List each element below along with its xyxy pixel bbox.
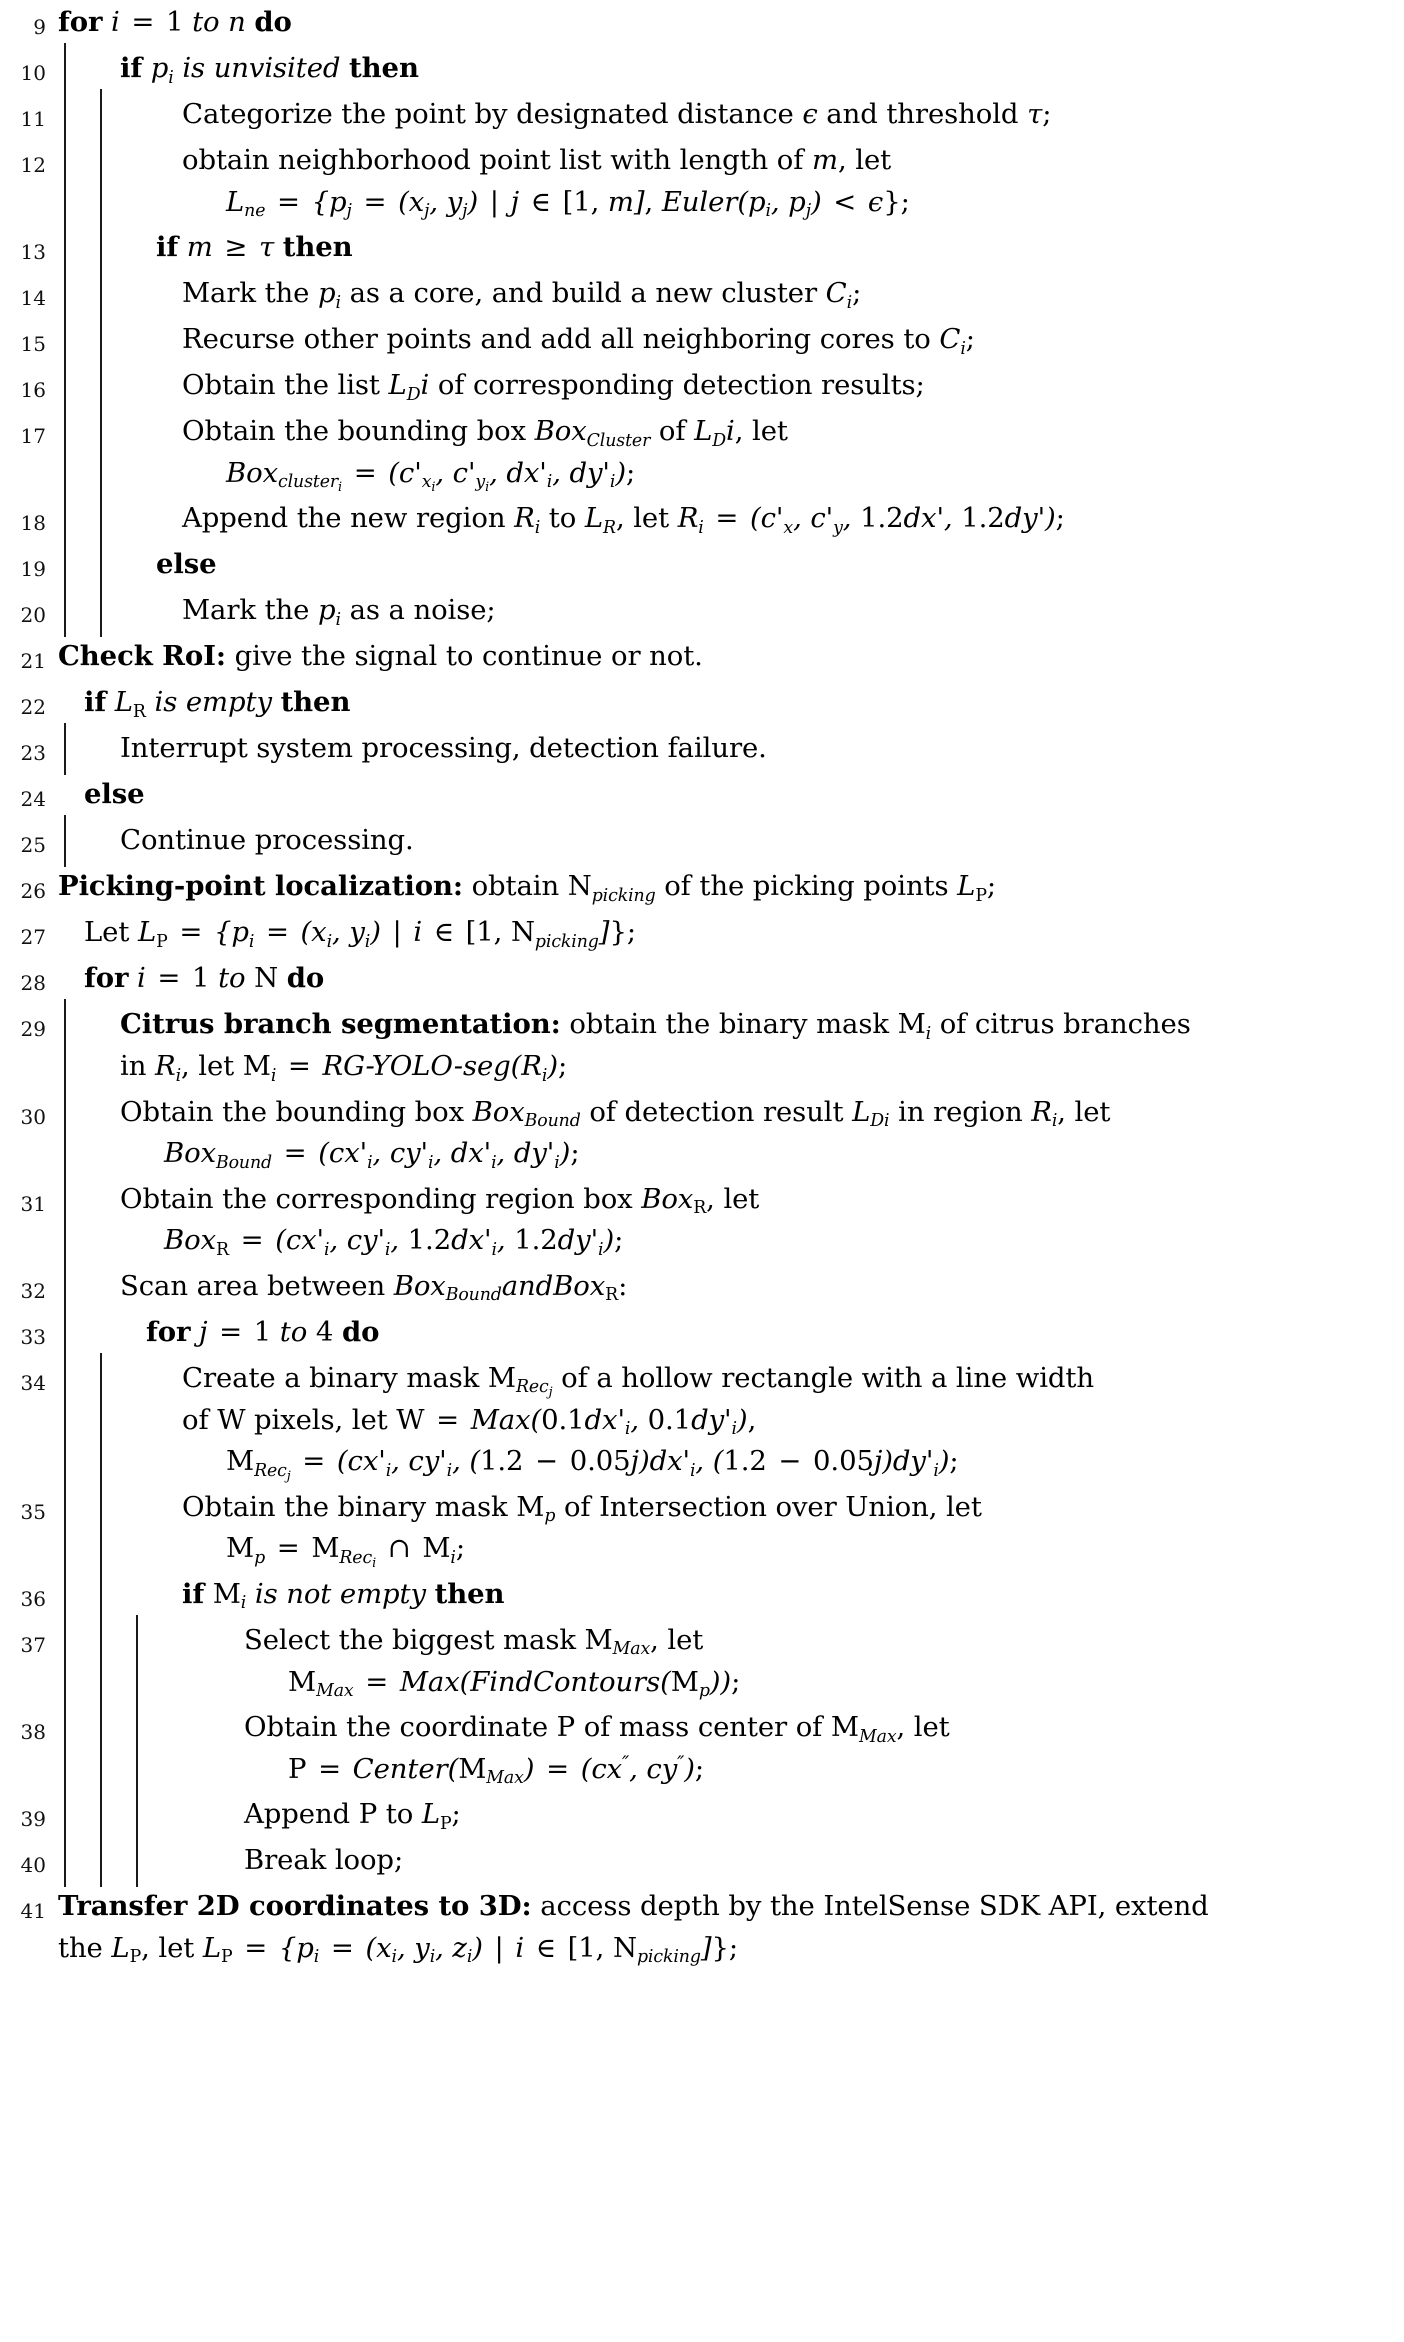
algorithm-line: [0, 363, 1404, 409]
statement-text: Categorize the point by designated distance ϵ and threshold τ;: [182, 98, 1052, 130]
algorithm-line: [0, 0, 1404, 46]
indent-rule: [94, 95, 130, 135]
indent-rails: [58, 821, 94, 861]
line-number: 36: [20, 1586, 46, 1611]
statement-text: Recurse other points and add all neighboring cores to $C_i$;: [182, 323, 975, 359]
statement-text: for j = 1 to 4 do: [146, 1315, 380, 1348]
indent-rule: [58, 320, 94, 360]
algorithm-line: [0, 588, 1404, 634]
indent-rails: [58, 141, 130, 222]
statement-text: obtain neighborhood point list with length of m, let $L_{ne} = \{p_j = (x_j$, $y_j$) | j ∈ [1, m], $Euler(p_i$, $p_j) < \epsilon$};: [182, 144, 910, 222]
algorithm-line: [0, 1177, 1404, 1264]
statement-text: Scan area between Box$_{Bound}$andBox$_R$:: [120, 1269, 628, 1306]
indent-rails: [58, 591, 130, 631]
indent-rule: [94, 366, 130, 406]
algorithm-line: [0, 1618, 1404, 1705]
indent-rule: [58, 545, 94, 585]
algorithm-line: [0, 1838, 1404, 1884]
line-number: 34: [20, 1370, 46, 1395]
indent-rails: [58, 1005, 94, 1086]
line-number: 10: [20, 61, 46, 85]
line-number: 33: [20, 1324, 46, 1349]
line-number: 35: [20, 1499, 46, 1524]
line-number: 12: [20, 153, 46, 177]
line-number: 38: [20, 1720, 46, 1745]
indent-rails: [58, 1841, 166, 1881]
indent-rule: [94, 320, 130, 360]
statement-text: Append the new region $R_i$ to $L_R$, let $R_i = (c'_x$, $c'_y$, 1.2dx', 1.2dy');: [182, 502, 1065, 538]
indent-rule: [58, 1621, 94, 1702]
line-number: 28: [20, 971, 46, 996]
line-number: 20: [20, 603, 46, 628]
statement-text: for i = 1 to n do: [58, 6, 292, 38]
line-number: 41: [20, 1899, 46, 1924]
statement-text: if $L_R$ is empty then: [84, 686, 351, 722]
algorithm-line: [0, 46, 1404, 92]
algorithm-line: [0, 138, 1404, 225]
algorithm-line: [0, 1884, 1404, 1971]
line-number: 22: [20, 695, 46, 720]
indent-rails: [58, 1621, 166, 1702]
statement-text: Obtain the list $L_Di$ of corresponding detection results;: [182, 369, 925, 405]
indent-rails: [58, 1575, 130, 1615]
line-number: 32: [20, 1278, 46, 1303]
algorithm-line: [0, 92, 1404, 138]
statement-text: Create a binary mask $M_{Rec_j}$ of a hollow rectangle with a line width of W pixels, let $W = Max(0.1dx'_i$, $0.1dy'_i$), $M_{Rec_j} = (cx'_i$, $cy'_i$, $(1.2 - 0.05j)dx'_i$, $(1.2 - 0.05j)dy'_i$);: [182, 1361, 1094, 1484]
statement-text: Let $L_P = \{p_i = (x_i$, $y_i$) | i ∈ [1, $N_{picking}$]};: [84, 916, 636, 952]
indent-rails: [58, 545, 130, 585]
indent-rule: [58, 1313, 94, 1353]
statement-text: Mark the $p_i$ as a core, and build a new cluster $C_i$;: [182, 277, 862, 313]
indent-rails: [58, 49, 94, 89]
algorithm-line: [0, 818, 1404, 864]
statement-text: Obtain the coordinate P of mass center of $M_{Max}$, let $P = Center(M_{Max}) = (cx''$, cy″);: [244, 1711, 950, 1789]
algorithm-line: [0, 772, 1404, 818]
algorithm-line: [0, 1264, 1404, 1310]
indent-rule: [94, 591, 130, 631]
statement-text: Picking-point localization: obtain $N_{picking}$ of the picking points $L_P$;: [58, 870, 997, 906]
indent-rails: [58, 1267, 94, 1307]
algorithm-line: [0, 1705, 1404, 1792]
line-number: 9: [33, 15, 46, 39]
line-number: 23: [20, 741, 46, 766]
statement-text: else: [156, 548, 217, 581]
line-number: 19: [20, 557, 46, 582]
indent-rule: [130, 1795, 166, 1835]
statement-text: Continue processing.: [120, 824, 414, 857]
line-number: 24: [20, 787, 46, 812]
indent-rule: [94, 1795, 130, 1835]
indent-rule: [58, 228, 94, 268]
indent-rails: [58, 366, 130, 406]
indent-rule: [130, 1621, 166, 1702]
indent-rule: [58, 591, 94, 631]
indent-rule: [94, 228, 130, 268]
line-number: 37: [20, 1632, 46, 1657]
indent-rails: [58, 1180, 94, 1261]
indent-rule: [58, 1488, 94, 1569]
indent-rails: [58, 228, 130, 268]
indent-rule: [94, 545, 130, 585]
line-number: 29: [20, 1017, 46, 1042]
indent-rule: [58, 95, 94, 135]
indent-rule: [58, 1267, 94, 1307]
indent-rule: [58, 1841, 94, 1881]
algorithm-line: [0, 496, 1404, 542]
line-number: 27: [20, 925, 46, 950]
indent-rails: [58, 95, 130, 135]
algorithm-line: [0, 910, 1404, 956]
line-number: 21: [20, 649, 46, 674]
line-number: 14: [20, 286, 46, 311]
statement-text: Obtain the corresponding region box Box$_R$, let $Box_R = (cx'_i$, $cy'_i$, $1.2dx'_i$, $1.2dy'_i$);: [120, 1182, 760, 1260]
indent-rule: [58, 1093, 94, 1174]
indent-rule: [130, 1708, 166, 1789]
indent-rule: [94, 1841, 130, 1881]
statement-text: Transfer 2D coordinates to 3D: access depth by the IntelSense SDK API, extend the $L_P$, let $L_P = \{p_i = (x_i$, $y_i$, $z_i$) | i ∈ [1, $N_{picking}$]};: [58, 1890, 1209, 1968]
algorithm-line: [0, 1572, 1404, 1618]
line-number: 30: [20, 1104, 46, 1129]
line-number: 13: [20, 240, 46, 265]
statement-text: Append P to $L_P$;: [244, 1798, 461, 1834]
statement-text: if $p_i$ is unvisited then: [120, 52, 419, 88]
indent-rule: [58, 821, 94, 861]
algorithm-line: [0, 1310, 1404, 1356]
statement-text: Break loop;: [244, 1844, 404, 1877]
indent-rails: [58, 729, 94, 769]
indent-rule: [58, 49, 94, 89]
statement-text: if m ≥ τ then: [156, 231, 353, 264]
indent-rails: [58, 499, 130, 539]
line-number: 18: [20, 511, 46, 536]
indent-rule: [130, 1841, 166, 1881]
indent-rails: [58, 274, 130, 314]
indent-rails: [58, 1359, 130, 1482]
indent-rails: [58, 1313, 94, 1353]
algorithm-line: [0, 225, 1404, 271]
line-number: 11: [20, 107, 46, 131]
algorithm-line: [0, 317, 1404, 363]
indent-rule: [58, 499, 94, 539]
algorithm-line: [0, 1090, 1404, 1177]
line-number: 17: [20, 424, 46, 449]
indent-rule: [58, 366, 94, 406]
indent-rule: [58, 412, 94, 493]
algorithm-line: [0, 542, 1404, 588]
indent-rails: [58, 1488, 130, 1569]
line-number: 31: [20, 1191, 46, 1216]
indent-rule: [94, 274, 130, 314]
statement-text: Select the biggest mask $M_{Max}$, let $M_{Max}$ = $Max(FindContours(M_p))$;: [244, 1623, 741, 1702]
indent-rule: [94, 141, 130, 222]
statement-text: Obtain the binary mask $M_p$ of Intersection over Union, let $M_p = M_{Rec_i}$ ∩ $M_i$;: [182, 1490, 982, 1571]
indent-rule: [94, 1575, 130, 1615]
indent-rule: [94, 412, 130, 493]
indent-rails: [58, 1708, 166, 1789]
algorithm-line: [0, 680, 1404, 726]
indent-rule: [58, 1005, 94, 1086]
algorithm-line: [0, 1792, 1404, 1838]
indent-rails: [58, 1795, 166, 1835]
algorithm-line: [0, 271, 1404, 317]
indent-rule: [58, 141, 94, 222]
statement-text: Mark the $p_i$ as a noise;: [182, 594, 496, 630]
indent-rule: [94, 1488, 130, 1569]
indent-rails: [58, 320, 130, 360]
algorithm-line: [0, 1002, 1404, 1089]
line-number: 39: [20, 1807, 46, 1832]
indent-rails: [58, 1093, 94, 1174]
algorithm-line: [0, 956, 1404, 1002]
line-number: 15: [20, 332, 46, 357]
indent-rule: [58, 274, 94, 314]
line-number: 16: [20, 378, 46, 403]
algorithm-line: [0, 864, 1404, 910]
indent-rule: [58, 729, 94, 769]
statement-text: Obtain the bounding box Box$_{Cluster}$ of $L_Di$, let $Box_{cluster_i} = (c'_{x_i}$, $c'_{y_i}$, $dx'_i$, $dy'_i$);: [182, 415, 788, 496]
indent-rule: [94, 1359, 130, 1482]
indent-rails: [58, 412, 130, 493]
statement-text: if $M_i$ is not empty then: [182, 1577, 505, 1614]
statement-text: Interrupt system processing, detection failure.: [120, 732, 767, 765]
line-number: 25: [20, 833, 46, 858]
algorithm-line: [0, 726, 1404, 772]
statement-text: for i = 1 to N do: [84, 962, 325, 995]
algorithm-line: [0, 1485, 1404, 1572]
algorithm-line: [0, 634, 1404, 680]
line-number: 26: [20, 879, 46, 904]
indent-rule: [94, 499, 130, 539]
indent-rule: [94, 1708, 130, 1789]
statement-text: else: [84, 778, 145, 811]
algorithm-line: [0, 409, 1404, 496]
indent-rule: [58, 1708, 94, 1789]
statement-text: Check RoI: give the signal to continue or not.: [58, 640, 703, 673]
algorithm-line: [0, 1356, 1404, 1485]
line-number: 40: [20, 1853, 46, 1878]
indent-rule: [58, 1795, 94, 1835]
statement-text: Obtain the bounding box Box$_{Bound}$ of detection result $L_{Di}$ in region $R_i$, let $Box_{Bound} = (cx'_i$, $cy'_i$, $dx'_i$, $dy'_i$);: [120, 1095, 1111, 1173]
indent-rule: [94, 1621, 130, 1702]
indent-rule: [58, 1359, 94, 1482]
indent-rule: [58, 1180, 94, 1261]
indent-rule: [58, 1575, 94, 1615]
statement-text: Citrus branch segmentation: obtain the binary mask $M_i$ of citrus branches in $R_i$, let $M_i$ = $RG-YOLO-seg(R_i)$;: [120, 1008, 1191, 1086]
